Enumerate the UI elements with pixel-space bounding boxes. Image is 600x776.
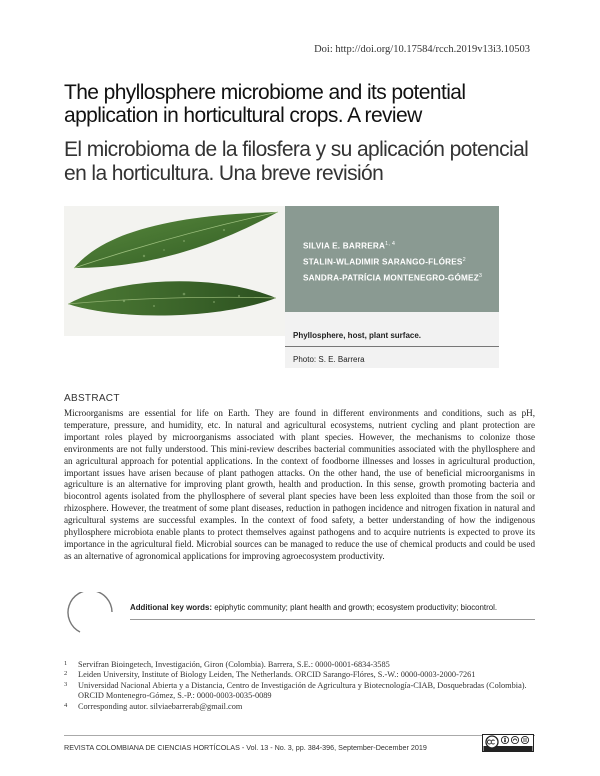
abstract-heading: ABSTRACT (64, 393, 120, 404)
doi-link[interactable]: Doi: http://doi.org/10.17584/rcch.2019v13i3.10503 (314, 44, 530, 55)
author-2: STALIN-WLADIMIR SARANGO-FLÓRES$^2$ (303, 257, 466, 267)
author-3: SANDRA-PATRÍCIA MONTENEGRO-GÓMEZ$^3$ (303, 273, 483, 283)
photo-credit: Photo: S. E. Barrera (293, 355, 365, 364)
author-panel (285, 206, 499, 312)
photo-caption: Phyllosphere, host, plant surface. (293, 331, 422, 340)
footnotes (64, 660, 535, 712)
footnote: 1 Servifran Bioingetech, Investigación, Giron (Colombia). Barrera, S.E.: 0000-0001-6834-3585 (64, 660, 390, 669)
author-1: SILVIA E. BARRERA$^{1, 4}$ (303, 241, 396, 251)
keywords-rule (130, 619, 535, 620)
caption-divider (285, 346, 499, 347)
creative-commons-license-icon[interactable] (482, 734, 534, 752)
title-spanish: El microbioma de la filosfera y su aplicación potencial en la horticultura. Una breve revisión (64, 138, 529, 185)
keywords (130, 603, 535, 612)
footnote[interactable]: 4 Corresponding autor. silviaebarrerab@gmail.com (64, 701, 243, 711)
footer-rule (64, 735, 535, 736)
footnote: 2 Leiden University, Institute of Biology Leiden, The Netherlands. ORCID Sarango-Flóres, S.-W.: 0000-0003-2000-7261 (64, 670, 476, 680)
leaf-photo (64, 206, 285, 336)
keywords-arc-decoration (66, 592, 114, 636)
footnote: 3 Universidad Nacional Abierta y a Distancia, Centro de Investigación de Agricultura y Biotecnología-CIAB, Dosquebradas (Colombia). ORCID Montenegro-Gómez, S.-P.: 0000-0003-0035-0089 (64, 680, 527, 701)
abstract-text: Microorganisms are essential for life on Earth. They are found in different environments and conditions, such as pH, temperature, pressure, and humidity, etc. In natural and agricultural ecosystems, nutrient cycling and plant protection are important roles played by microorganisms associated with plant species. However, the mechanisms to colonize those environments are not fully understood. This mini-review describes bacterial communities associated with the phyllosphere and an agricultural approach for potential applications. In the context of foodborne illnesses and losses in agricultural production, important issues have arisen because of plant pathogen attacks. On the other hand, the use of beneficial microorganisms in agriculture is an alternative for improving plant growth, health and production. In this sense, growth promoting bacteria and biocontrol agents isolated from the phyllosphere of several plant species have been less exploited than those from the soil or rhizosphere. However, the treatment of some plant diseases, reduction in pathogen incidence and nitrogen fixation in natural and agricultural systems are successful examples. In the context of food safety, a better understanding of how the indigenous phyllosphere microbiota enable plants to protect themselves against pathogens and to acquire nutrients is expected to prove its importance in the agricultural field. Microbial sources can be managed to reduce the use of chemical products and could be used as an alternative of agronomical applications for improving agroecosystem productivity. (64, 408, 535, 561)
keywords-text: epiphytic community; plant health and growth; ecosystem productivity; biocontrol. (214, 603, 498, 612)
journal-citation: REVISTA COLOMBIANA DE CIENCIAS HORTÍCOLAS - Vol. 13 - No. 3, pp. 384-396, September-December 2019 (64, 743, 427, 752)
keywords-label: Additional key words: (130, 603, 212, 612)
title-english: The phyllosphere microbiome and its potential application in horticultural crops. A review (64, 81, 466, 127)
